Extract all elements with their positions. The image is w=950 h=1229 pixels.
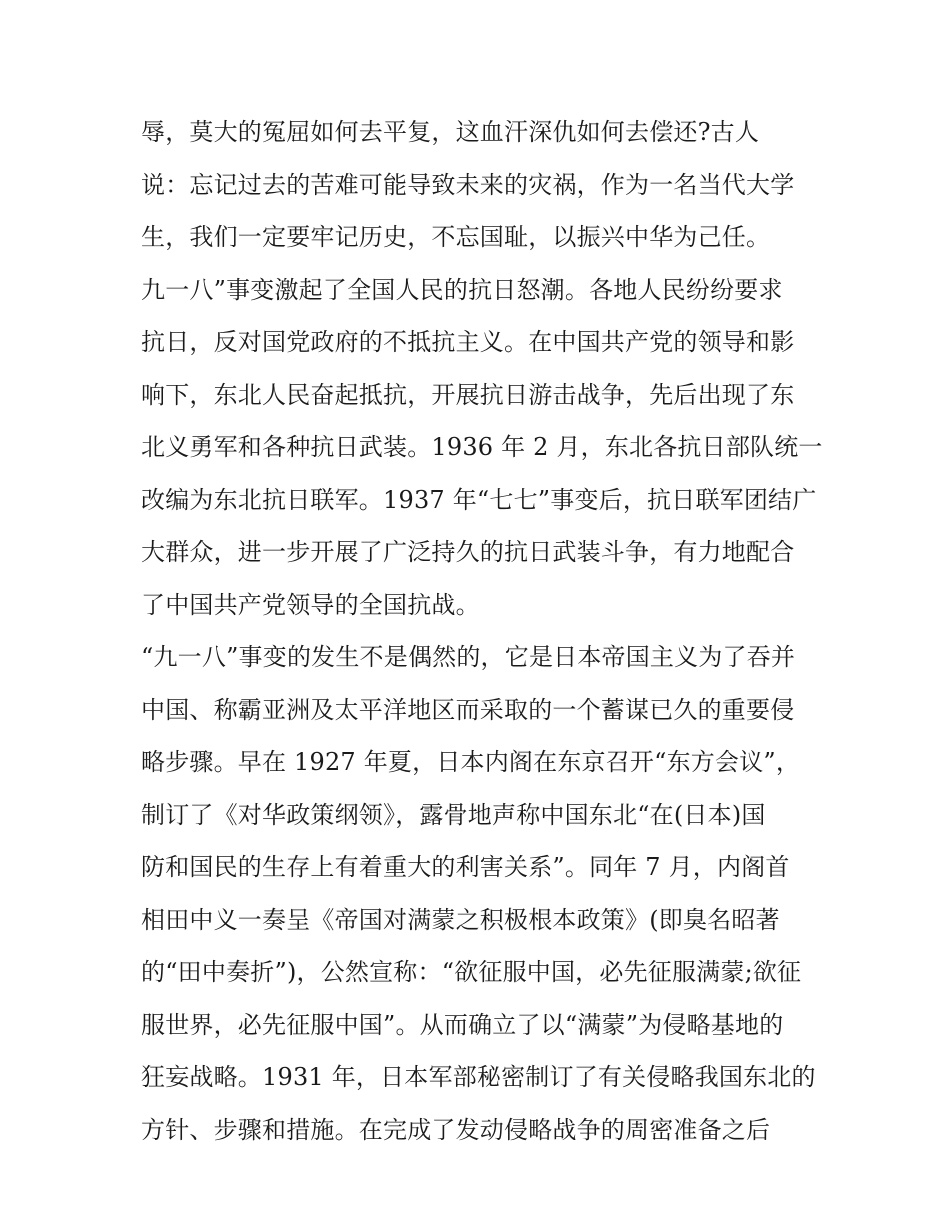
text-line: 辱，莫大的冤屈如何去平复，这血汗深仇如何去偿还?古人 — [141, 118, 760, 146]
document-body — [141, 112, 821, 1162]
text-line: 改编为东北抗日联军。1937 年“七七”事变后，抗日联军团结广 — [141, 485, 817, 514]
text-line: 抗日，反对国党政府的不抵抗主义。在中国共产党的领导和影 — [141, 328, 795, 356]
text-line: 制订了《对华政策纲领》，露骨地声称中国东北“在(日本)国 — [141, 800, 766, 829]
text-line: 了中国共产党领导的全国抗战。 — [141, 590, 480, 619]
text-line: 响下，东北人民奋起抵抗，开展抗日游击战争，先后出现了东 — [141, 380, 795, 409]
text-line: 略步骤。早在 1927 年夏，日本内阁在东京召开“东方会议”， — [141, 748, 801, 776]
text-line: 说：忘记过去的苦难可能导致未来的灾祸，作为一名当代大学 — [141, 170, 795, 199]
text-line: 九一八”事变激起了全国人民的抗日怒潮。各地人民纷纷要求 — [141, 275, 783, 304]
text-line: 服世界，必先征服中国”。从而确立了以“满蒙”为侵略基地的 — [141, 1010, 784, 1039]
text-line: 防和国民的生存上有着重大的利害关系”。同年 7 月，内阁首 — [141, 853, 790, 881]
text-line: 中国、称霸亚洲及太平洋地区而采取的一个蓄谋已久的重要侵 — [141, 695, 795, 724]
text-line: 方针、步骤和措施。在完成了发动侵略战争的周密准备之后 — [141, 1115, 771, 1144]
text-line: 大群众，进一步开展了广泛持久的抗日武装斗争，有力地配合 — [141, 538, 795, 566]
text-line: 的“田中奏折”)，公然宣称：“欲征服中国，必先征服满蒙;欲征 — [141, 958, 802, 986]
text-line: 狂妄战略。1931 年，日本军部秘密制订了有关侵略我国东北的 — [141, 1063, 816, 1091]
text-line: 北义勇军和各种抗日武装。1936 年 2 月，东北各抗日部队统一 — [141, 433, 823, 461]
text-line: 相田中义一奏呈《帝国对满蒙之积极根本政策》(即臭名昭著 — [141, 905, 780, 934]
text-line: “九一八”事变的发生不是偶然的，它是日本帝国主义为了吞并 — [141, 643, 796, 671]
text-line: 生，我们一定要牢记历史，不忘国耻，以振兴中华为己任。 — [141, 223, 771, 251]
